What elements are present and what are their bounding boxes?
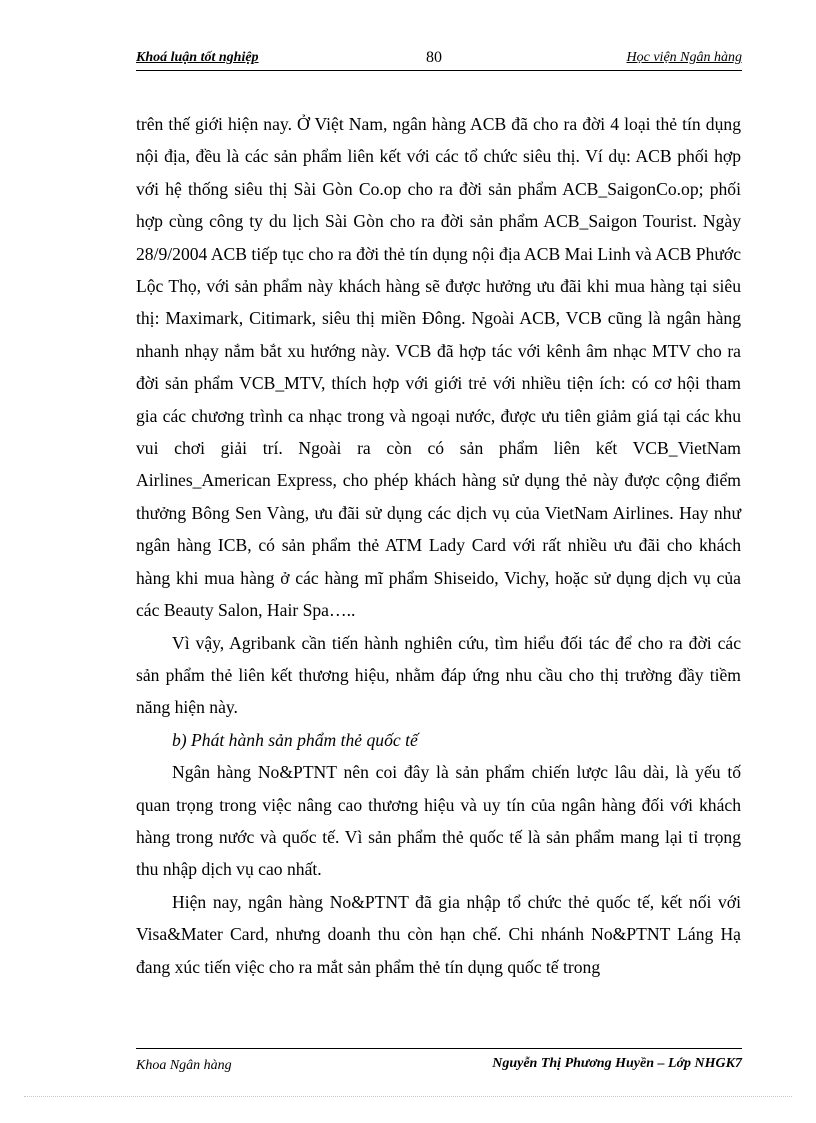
paragraph-agribank: Vì vậy, Agribank cần tiến hành nghiên cứu, tìm hiểu đối tác để cho ra đời các sản phẩm thẻ liên kết thương hiệu, nhằm đáp ứng nhu cầu cho thị trường đầy tiềm năng hiện này. xyxy=(136,632,741,718)
paragraph-strategy: Ngân hàng No&PTNT nên coi đây là sản phẩm chiến lược lâu dài, là yếu tố quan trọng trong việc nâng cao thương hiệu và uy tín của ngân hàng đối với khách hàng trong nước và quốc tế. Vì sản phẩm thẻ quốc tế là sản phẩm mang lại tỉ trọng thu nhập dịch vụ cao nhất. xyxy=(136,762,741,880)
paragraph-continued: trên thế giới hiện nay. Ở Việt Nam, ngân hàng ACB đã cho ra đời 4 loại thẻ tín dụng nội địa, đều là các sản phẩm liên kết với các tổ chức siêu thị. Ví dụ: ACB phối hợp với hệ thống siêu thị Sài Gòn Co.op cho ra đời sản phẩm ACB_SaigonCo.op; phối hợp cùng công ty du lịch Sài Gòn cho ra đời sản phẩm ACB_Saigon Tourist. Ngày 28/9/2004 ACB tiếp tục cho ra đời thẻ tín dụng nội địa ACB Mai Linh và ACB Phước Lộc Thọ, với sản phẩm này khách hàng sẽ được hưởng ưu đãi khi mua hàng tại siêu thị: Maximark, Citimark, siêu thị miền Đông. Ngoài ACB, VCB cũng là ngân hàng nhanh nhạy nắm bắt xu hướng này. VCB đã hợp tác với kênh âm nhạc MTV cho ra đời sản phẩm VCB_MTV, thích hợp với giới trẻ với nhiều tiện ích: có cơ hội tham gia các chương trình ca nhạc trong và ngoại nước, được ưu tiên giảm giá tại các khu vui chơi giải trí. Ngoài ra còn có sản phẩm liên kết VCB_VietNam Airlines_American Express, cho phép khách hàng sử dụng thẻ này được cộng điểm thưởng Bông Sen Vàng, ưu đãi sử dụng các dịch vụ của VietNam Airlines. Hay như ngân hàng ICB, có sản phẩm thẻ ATM Lady Card với rất nhiều ưu đãi cho khách hàng khi mua hàng ở các hàng mĩ phẩm Shiseido, Vichy, hoặc sử dụng dịch vụ của các Beauty Salon, Hair Spa….. xyxy=(136,114,741,621)
running-footer xyxy=(136,1048,742,1079)
footer-author: Nguyễn Thị Phương Huyền – Lớp NHGK7 xyxy=(492,1056,742,1071)
body-text xyxy=(136,108,741,983)
paragraph-current-status: Hiện nay, ngân hàng No&PTNT đã gia nhập tổ chức thẻ quốc tế, kết nối với Visa&Mater Card, nhưng doanh thu còn hạn chế. Chi nhánh No&PTNT Láng Hạ đang xúc tiến việc cho ra mắt sản phẩm thẻ tín dụng quốc tế trong xyxy=(136,891,741,977)
page-number: 80 xyxy=(426,49,442,66)
footer-faculty: Khoa Ngân hàng xyxy=(136,1058,232,1073)
header-thesis-title: Khoá luận tốt nghiệp xyxy=(136,50,259,65)
section-subheading: b) Phát hành sản phẩm thẻ quốc tế xyxy=(172,729,418,750)
header-institution: Học viện Ngân hàng xyxy=(626,50,742,65)
running-header xyxy=(136,48,742,71)
page-edge-divider xyxy=(24,1096,792,1097)
